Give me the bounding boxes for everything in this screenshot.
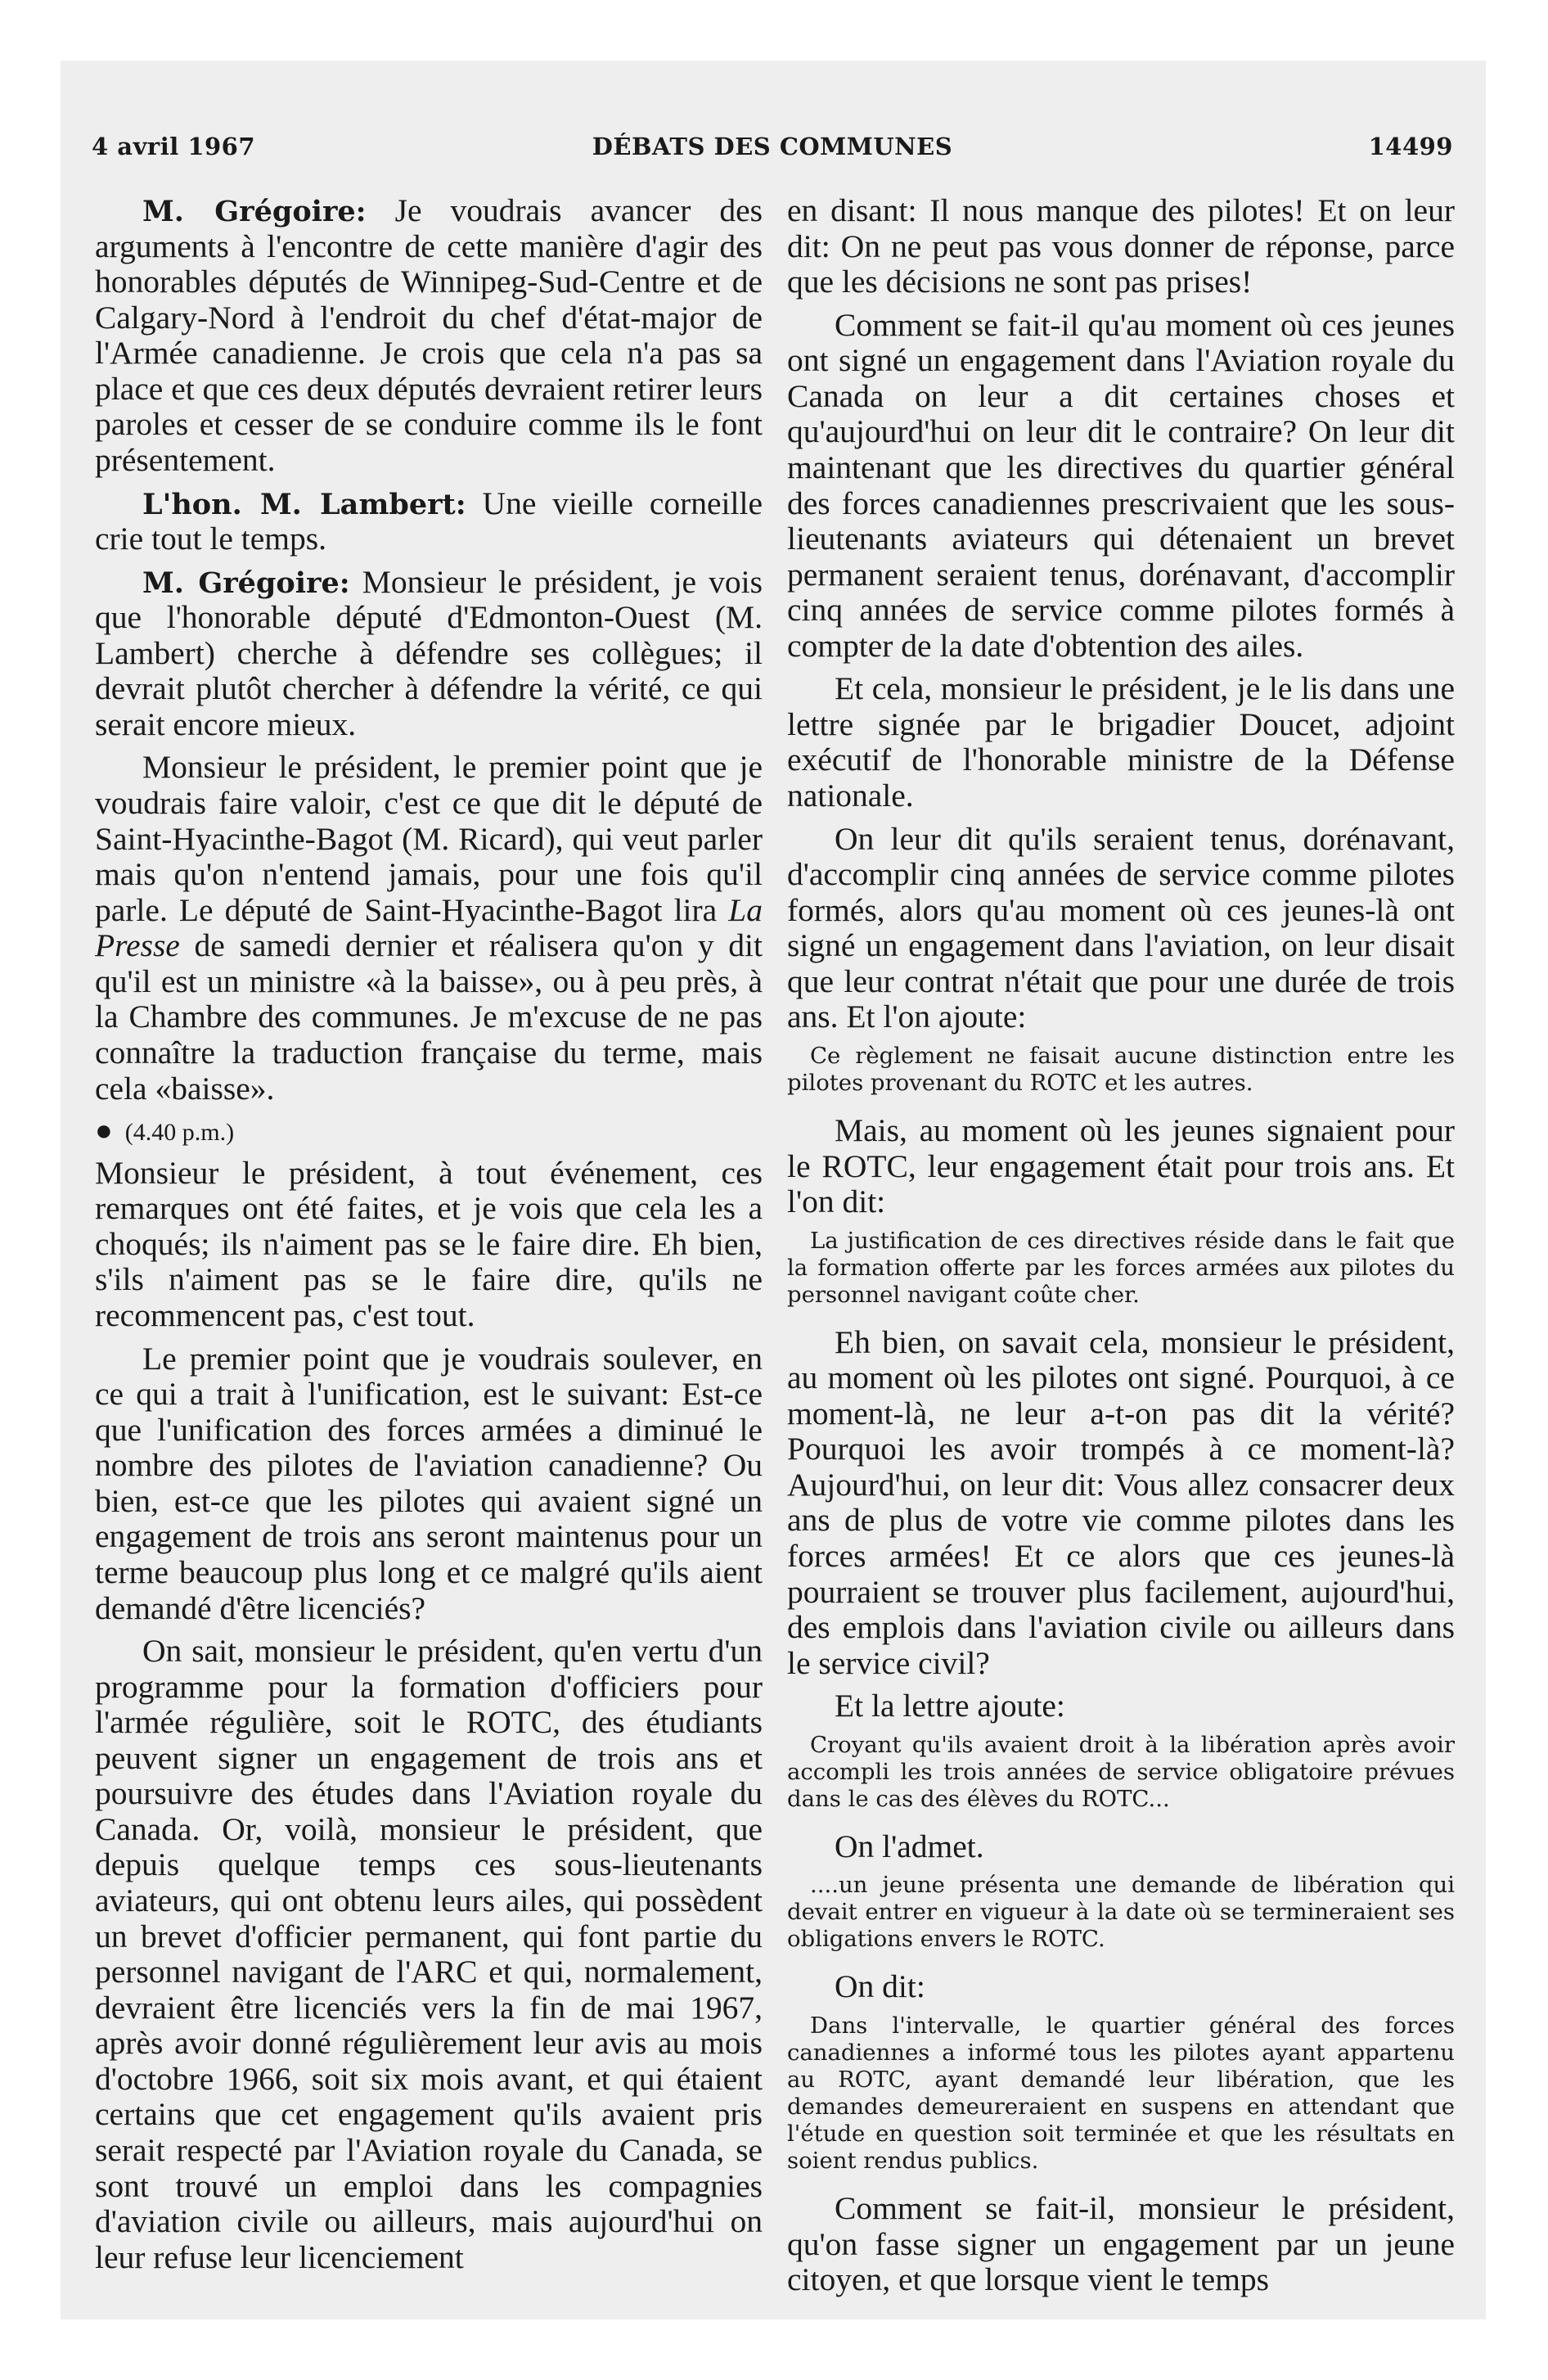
paragraph [787, 1829, 1455, 1865]
paragraph [95, 750, 763, 1107]
paragraph-text: Comment se fait-il, monsieur le président, qu'on fasse signer un engagement par un jeune citoyen, et que lorsque vient le temps [787, 2189, 1455, 2298]
paragraph [787, 1325, 1455, 1682]
paragraph [95, 193, 763, 479]
quoted-excerpt: Croyant qu'ils avaient droit à la libération après avoir accompli les trois années de service obligatoire prévues dans le cas des élèves du ROTC... [787, 1731, 1455, 1812]
paragraph [787, 1113, 1455, 1220]
paragraph-text: On l'admet. [835, 1828, 984, 1864]
paragraph [787, 671, 1455, 814]
paragraph [787, 822, 1455, 1035]
paragraph-text: Et la lettre ajoute: [835, 1688, 1065, 1724]
speaker-name: M. Grégoire: [142, 566, 350, 600]
bullet-icon: ● [95, 1114, 113, 1147]
paragraph [787, 1969, 1455, 2005]
paragraph-text: Comment se fait-il qu'au moment où ces jeunes ont signé un engagement dans l'Aviation royale du Canada on leur a dit certaines choses et qu'aujourd'hui on leur dit le contraire? On leur dit maintenant que les directives du quartier général des forces canadiennes prescrivaient que les sous-lieutenants aviateurs qui détenaient un brevet permanent seraient tenus, dorénavant, d'accomplir cinq années de service comme pilotes formés à compter de la date d'obtention des ailes. [787, 306, 1455, 664]
quoted-excerpt: Ce règlement ne faisait aucune distinction entre les pilotes provenant du ROTC et les autres. [787, 1042, 1455, 1096]
header-title: DÉBATS DES COMMUNES [592, 133, 953, 160]
paragraph [787, 308, 1455, 665]
speaker-name: L'hon. M. Lambert: [142, 487, 466, 521]
paragraph [787, 1688, 1455, 1724]
paragraph-text: Mais, au moment où les jeunes signaient pour le ROTC, leur engagement était pour trois ans. Et l'on dit: [787, 1111, 1455, 1220]
paragraph-text: Eh bien, on savait cela, monsieur le président, au moment où les pilotes ont signé. Pourquoi, à ce moment-là, ne leur a-t-on pas dit la vérité? Pourquoi les avoir trompés à ce moment-là? Aujourd'hui, on leur dit: Vous allez consacrer deux ans de plus de votre vie comme pilotes dans les forces armées! Et ce alors que ces jeunes-là pourraient se trouver plus facilement, aujourd'hui, des emplois dans l'aviation civile ou ailleurs dans le service civil? [787, 1323, 1455, 1681]
paragraph [95, 1634, 763, 2275]
paragraph [95, 486, 763, 557]
paragraph-text: Monsieur le président, le premier point que je voudrais faire valoir, c'est ce que dit le député de Saint-Hyacinthe-Bagot (M. Ricard), qui veut parler mais qu'on n'entend jamais, pour une fois qu'il parle. Le député de Saint-Hyacinthe-Bagot lira [95, 749, 763, 928]
paragraph-text: Monsieur le président, à tout événement, ces remarques ont été faites, et je vois que cela les a choqués; ils n'aiment pas se le faire dire. Eh bien, s'ils n'aiment pas se le faire dire, qu'ils ne recommencent pas, c'est tout. [95, 1154, 763, 1334]
paragraph-text: Le premier point que je voudrais soulever, en ce qui a trait à l'unification, est le suivant: Est-ce que l'unification des forces armées a diminué le nombre des pilotes de l'aviation canadienne? Ou bien, est-ce que les pilotes qui avaient signé un engagement de trois ans seront maintenus pour un terme beaucoup plus long et ce malgré qu'ils aient demandé d'être licenciés? [95, 1340, 763, 1626]
paragraph [95, 1341, 763, 1627]
paragraph-text: Je voudrais avancer des arguments à l'encontre de cette manière d'agir des honorables députés de Winnipeg-Sud-Centre et de Calgary-Nord à l'endroit du chef d'état-major de l'Armée canadienne. Je crois que cela n'a pas sa place et que ces deux députés devraient retirer leurs paroles et cesser de se conduire comme ils le font présentement. [95, 192, 763, 478]
paragraph [787, 193, 1455, 300]
paragraph-text: en disant: Il nous manque des pilotes! Et on leur dit: On ne peut pas vous donner de réponse, parce que les décisions ne sont pas prises! [787, 192, 1455, 300]
running-header [92, 133, 1453, 169]
paragraph-text: de samedi dernier et réalisera qu'on y dit qu'il est un ministre «à la baisse», ou à peu près, à la Chambre des communes. Je m'excuse de ne pas connaître la traduction française du terme, mais cela «baisse». [95, 927, 763, 1107]
quoted-excerpt: La justification de ces directives réside dans le fait que la formation offerte par les forces armées aux pilotes du personnel navigant coûte cher. [787, 1227, 1455, 1308]
time-marker [95, 1115, 763, 1147]
left-column [95, 193, 763, 2283]
quoted-excerpt: Dans l'intervalle, le quartier général des forces canadiennes a informé tous les pilotes ayant appartenu au ROTC, ayant demandé leur libération, que les demandes demeureraient en suspens en attendant que l'étude en question soit terminée et que les résultats en soient rendus publics. [787, 2012, 1455, 2174]
paragraph-text: On dit: [835, 1968, 925, 2005]
paragraph-text: On sait, monsieur le président, qu'en vertu d'un programme pour la formation d'officiers pour l'armée régulière, soit le ROTC, des étudiants peuvent signer un engagement de trois ans et poursuivre des études dans l'Aviation royale du Canada. Or, voilà, monsieur le président, que depuis quelque temps ces sous-lieutenants aviateurs, qui ont obtenu leurs ailes, qui possèdent un brevet d'officier permanent, qui font partie du personnel navigant de l'ARC et qui, normalement, devraient être licenciés vers la fin de mai 1967, après avoir donné régulièrement leur avis au mois d'octobre 1966, soit six mois avant, et qui étaient certains que cet engagement qu'ils avaient pris serait respecté par l'Aviation royale du Canada, se sont trouvé un emploi dans les compagnies d'aviation civile ou ailleurs, mais aujourd'hui on leur refuse leur licenciement [95, 1633, 763, 2275]
speaker-name: M. Grégoire: [142, 195, 367, 228]
header-date: 4 avril 1967 [92, 133, 256, 160]
right-column [787, 193, 1455, 2306]
header-page-number: 14499 [1368, 133, 1453, 160]
paragraph [787, 2191, 1455, 2298]
paragraph-text: Et cela, monsieur le président, je le lis dans une lettre signée par le brigadier Doucet, adjoint exécutif de l'honorable ministre de la Défense nationale. [787, 670, 1455, 814]
paragraph-text: Une vieille corneille crie tout le temps. [95, 485, 763, 557]
time-note: (4.40 p.m.) [124, 1119, 235, 1147]
paragraph [95, 1156, 763, 1334]
paragraph-text: On leur dit qu'ils seraient tenus, dorénavant, d'accomplir cinq années de service comme pilotes formés, alors qu'au moment où ces jeunes-là ont signé un engagement dans l'aviation, on leur disait que leur contrat n'était que pour une durée de trois ans. Et l'on ajoute: [787, 820, 1455, 1035]
quoted-excerpt: ....un jeune présenta une demande de libération qui devait entrer en vigueur à la date où se termineraient ses obligations envers le ROTC. [787, 1872, 1455, 1953]
newspaper-title: La Presse [95, 891, 763, 964]
paragraph [95, 565, 763, 743]
paragraph-text: Monsieur le président, je vois que l'honorable député d'Edmonton-Ouest (M. Lambert) cherche à défendre ses collègues; il devrait plutôt chercher à défendre la vérité, ce qui serait encore mieux. [95, 563, 763, 742]
